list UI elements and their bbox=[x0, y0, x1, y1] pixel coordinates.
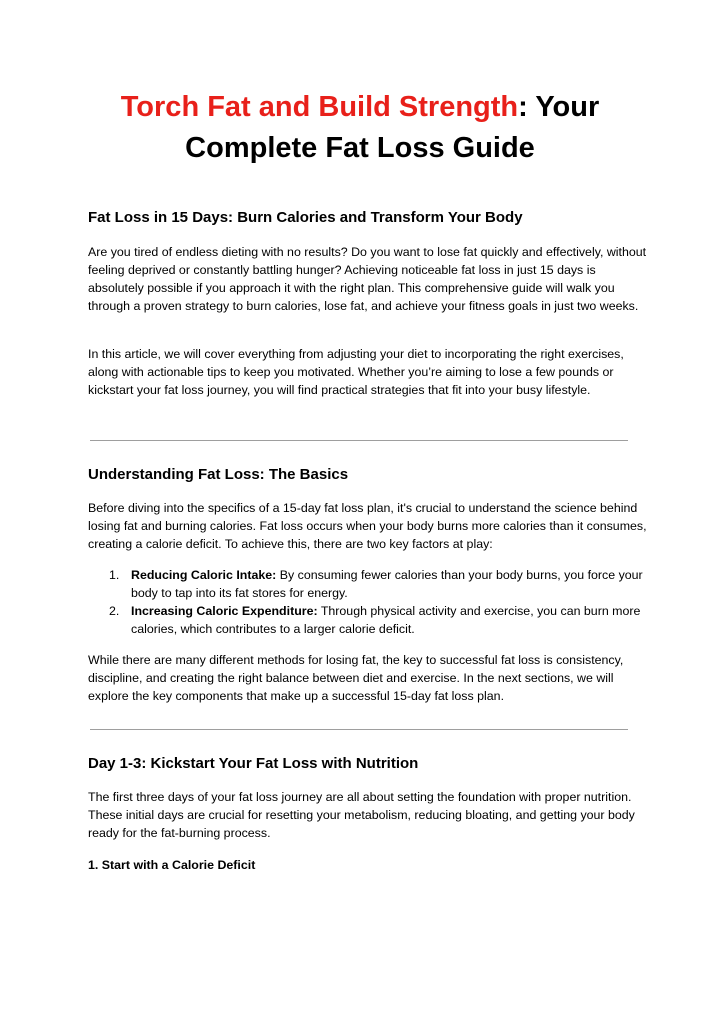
list-item-text: Through physical activity and exercise, you can burn more calories, which contributes to a larger calorie deficit. bbox=[131, 604, 641, 636]
section-divider bbox=[90, 729, 628, 730]
list-item bbox=[88, 602, 648, 638]
overview-paragraph: In this article, we will cover everything from adjusting your diet to incorporating the right exercises, along with actionable tips to keep you motivated. Whether you’re aiming to lose a few pounds or kickstart your fat loss journey, you will find practical strategies that fit into your busy lifestyle. bbox=[88, 347, 624, 397]
balance-paragraph: While there are many different methods for losing fat, the key to successful fat loss is consistency, discipline, and creating the right balance between diet and exercise. In the next sections, we will explore the key components that make up a successful 15-day fat loss plan. bbox=[88, 653, 624, 703]
section-heading-fat-loss-15-days: Fat Loss in 15 Days: Burn Calories and Transform Your Body bbox=[88, 209, 523, 226]
section-heading-day-1-3: Day 1-3: Kickstart Your Fat Loss with Nutrition bbox=[88, 755, 419, 772]
section-divider bbox=[90, 440, 628, 441]
list-item-number: 2. bbox=[109, 604, 120, 618]
basics-paragraph: Before diving into the specifics of a 15-day fat loss plan, it's crucial to understand the science behind losing fat and burning calories. Fat loss occurs when your body burns more calories than it consumes, creating a calorie deficit. To achieve this, there are two key factors at play: bbox=[88, 501, 647, 551]
title-accent: Torch Fat and Build Strength bbox=[120, 91, 519, 123]
list-item bbox=[88, 566, 648, 602]
list-item-bold: Increasing Caloric Expenditure: bbox=[131, 604, 318, 618]
key-factors-list bbox=[88, 566, 648, 638]
list-item-text: By consuming fewer calories than your body burns, you force your body to tap into its fat stores for energy. bbox=[131, 568, 643, 600]
section-heading-basics: Understanding Fat Loss: The Basics bbox=[88, 466, 349, 483]
intro-paragraph: Are you tired of endless dieting with no results? Do you want to lose fat quickly and effectively, without feeling deprived or constantly battling hunger? Achieving noticeable fat loss in just 15 days is absolutely possible if you approach it with the right plan. This comprehensive guide will walk you through a proven strategy to burn calories, lose fat, and achieve your fitness goals in just two weeks. bbox=[88, 245, 647, 313]
list-item-number: 1. bbox=[109, 568, 120, 582]
list-item-bold: Reducing Caloric Intake: bbox=[131, 568, 277, 582]
title-rest: : Your Complete Fat Loss Guide bbox=[185, 91, 600, 164]
nutrition-paragraph: The first three days of your fat loss journey are all about setting the foundation with proper nutrition. These initial days are crucial for resetting your metabolism, reducing bloating, and getting your body ready for the fat-burning process. bbox=[88, 790, 635, 840]
page-title bbox=[60, 87, 660, 169]
subheading-calorie-deficit: 1. Start with a Calorie Deficit bbox=[88, 858, 256, 872]
